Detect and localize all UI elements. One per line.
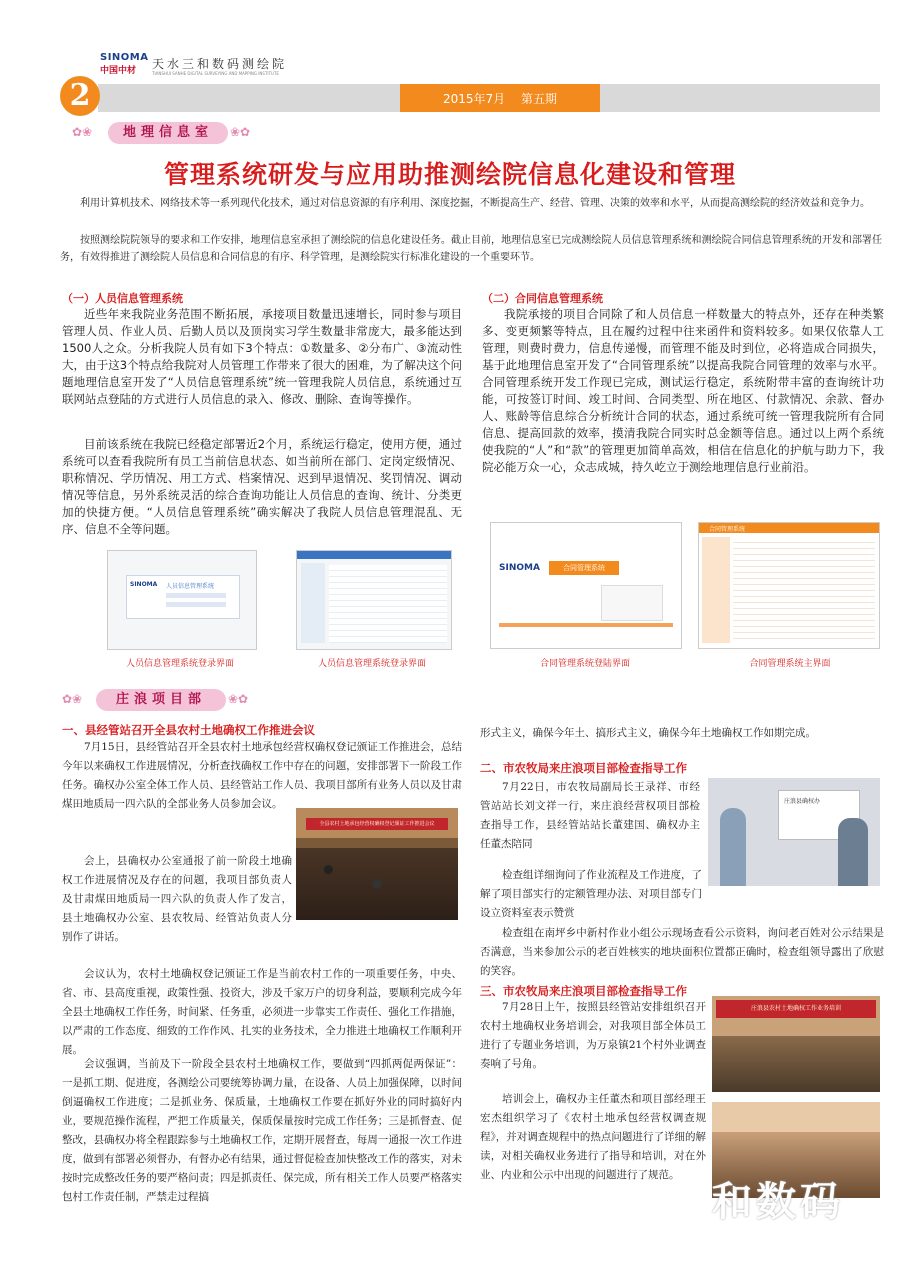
item2-paragraph-2: 检查组详细询问了作业流程及工作进度，了解了项目部实行的定额管理办法、对项目部专门设立资料室表示赞赏 bbox=[480, 869, 702, 919]
section-ribbon-geo: 地理信息室 bbox=[108, 122, 228, 144]
contract-paragraph-1: 我院承接的项目合同除了和人员信息一样数量大的特点外，还存在种类繁多、变更频繁等特点，且在履约过程中往来函件和资料较多。如果仅依靠人工管理，则费时费力，信息传递慢，而管理不能及时到位，必将造成合同损失，基于此地理信息室开发了“合同管理系统”以提高我院合同管理的效率与水平。合同管理系统开发工作现已完成，测试运行稳定，系统附带丰富的查询统计功能，可按签订时间、竣工时间、合同类型、所在地区、付款情况、余款、督办人、账龄等信息综合分析统计合同的状态，通过系统可统一管理我院所有合同信息、提高回款的效率，摸清我院合同实时总金额等信息。通过以上两个系统使我院的“人”和“款”的管理更加简单高效，相信在信息化的护航与助力下，我院必能万众一心，众志成城，持久屹立于测绘地理信息行业前沿。 bbox=[482, 307, 884, 474]
inspection-board-text: 庄浪县确权办 bbox=[784, 798, 821, 805]
meeting-banner: 全县农村土地承包经营权确权登记颁证工作推进会议 bbox=[306, 818, 448, 830]
section-heading-personnel: （一）人员信息管理系统 bbox=[62, 292, 183, 305]
item1-paragraph-3: 会议认为，农村土地确权登记颁证工作是当前农村工作的一项重要任务，中央、省、市、县高度重视，政策性强、投资大，涉及千家万户的切身利益，要顺利完成今年全县土地确权工作任务，时间紧、任务重，必须进一步靠实工作责任、强化工作措施，以严肃的工作态度、细致的工作作风、扎实的业务技术，全力推进土地确权工作顺利开展。 bbox=[62, 968, 462, 1056]
intro-paragraph-2: 按照测绘院院领导的要求和工作安排，地理信息室承担了测绘院的信息化建设任务。截止目前，地理信息室已完成测绘院人员信息管理系统和测绘院合同信息管理系统的开发和部署任务，有效得推进了测绘院人员信息和合同信息的有序、科学管理，是测绘院实行标准化建设的一个重要环节。 bbox=[60, 235, 882, 263]
item1-paragraph-5: 形式主义，确保今年土、搞形式主义，确保今年土地确权工作如期完成。 bbox=[480, 727, 816, 739]
item1-paragraph-4: 会议强调，当前及下一阶段全县农村土地确权工作，要做到“四抓两促两保证”：一是抓工期、促进度，各测绘公司要统筹协调力量，在设备、人员上加强保障，以时间倒逼确权工作进度；二是抓业务、保质量，土地确权工作要在抓好外业的同时搞好内业，要规范操作流程，严把工作质量关，保质保量按时完成工作任务；三是抓督查、促整改，县确权办将全程跟踪参与土地确权工作，定期开展督查，每周一通报一次工作进度，做到有部署必须督办，有督办必有结果，通过督促检查加快整改工作的落实，对未按时完成整改任务的要严格问责；四是抓责任、保完成，所有相关工作人员要严格落实包村工作责任制，严禁走过程搞 bbox=[62, 1058, 462, 1203]
page-title: 管理系统研发与应用助推测绘院信息化建设和管理 bbox=[163, 160, 736, 189]
item1-paragraph-1: 7月15日，县经管站召开全县农村土地承包经营权确权登记颁证工作推进会，总结今年以来确权工作进展情况，分析查找确权工作中存在的问题，安排部署下一阶段工作任务。确权办公室全体工作人员、县经管站工作人员、我项目部所有业务人员以及甘肃煤田地质局一四六队的全部业务人员参加会议。 bbox=[62, 741, 462, 810]
screenshot-contract-main bbox=[698, 522, 880, 649]
item1-paragraph-2: 会上，县确权办公室通报了前一阶段土地确权工作进展情况及存在的问题，我项目部负责人及甘肃煤田地质局一四六队的负责人作了发言，县土地确权办公室、县农牧局、经管站负责人分别作了讲话。 bbox=[62, 855, 292, 943]
meeting-photo bbox=[296, 808, 458, 920]
screen-contract-main-title: 合同管理系统 bbox=[709, 526, 746, 533]
screenshot-personnel-list bbox=[296, 550, 452, 650]
watermark: 和数码 bbox=[712, 1179, 844, 1225]
logo-en: SINOMA bbox=[100, 52, 149, 63]
caption-personnel-login: 人员信息管理系统登录界面 bbox=[125, 659, 234, 669]
flower-icon: ❀✿ bbox=[228, 692, 249, 706]
training-banner: 庄浪县农村土地确权工作业务培训 bbox=[716, 1000, 876, 1018]
flower-icon: ✿❀ bbox=[72, 125, 93, 139]
logo-cn: 中国中材 bbox=[100, 66, 137, 76]
item2-paragraph-1: 7月22日，市农牧局副局长王录祥、市经管站站长刘文祥一行，来庄浪经营权项目部检查指导工作，县经管站站长董建国、确权办主任董杰陪同 bbox=[480, 781, 700, 850]
section-ribbon-zhuanglang: 庄浪项目部 bbox=[96, 689, 226, 711]
intro-paragraph-1: 利用计算机技术、网络技术等一系列现代化技术，通过对信息资源的有序利用、深度挖掘，不断提高生产、经营、管理、决策的效率和水平，从而提高测绘院的经济效益和竞争力。 bbox=[80, 198, 870, 209]
page-number: 2 bbox=[60, 76, 100, 116]
issue-label: 2015年7月 第五期 bbox=[443, 92, 557, 106]
flower-icon: ❀✿ bbox=[230, 125, 251, 139]
institute-subtitle: TIANSHUI SANHE DIGITAL SURVEYING AND MAPPING INSTITUTE bbox=[152, 71, 279, 76]
item2-paragraph-3: 检查组在南坪乡中新村作业小组公示现场查看公示资料，询问老百姓对公示结果是否满意，当来参加公示的老百姓核实的地块面积位置都正确时，检查组领导露出了欣慰的笑容。 bbox=[480, 927, 884, 977]
personnel-paragraph-1: 近些年来我院业务范围不断拓展，承接项目数量迅速增长，同时参与项目管理人员、作业人员、后勤人员以及顶岗实习学生数量非常庞大，最多能达到1500人之众。分析我院人员有如下3个特点：①数量多、②分布广、③流动性大，由于这3个特点给我院对人员管理工作带来了很大的困难，为了解决这个问题地理信息室开发了“人员信息管理系统”统一管理我院人员信息，系统通过互联网站点登陆的方式进行人员信息的录入、修改、删除、查询等操作。 bbox=[62, 307, 462, 406]
training-photo-1 bbox=[712, 996, 880, 1092]
caption-contract-main: 合同管理系统主界面 bbox=[749, 659, 831, 669]
item3-heading: 三、市农牧局来庄浪项目部检查指导工作 bbox=[480, 984, 687, 998]
inspection-photo bbox=[708, 778, 880, 886]
item3-paragraph-1: 7月28日上午，按照县经管站安排组织召开农村土地确权业务培训会，对我项目部全体员工进行了专题业务培训，为万泉镇21个村外业调查奏响了号角。 bbox=[480, 1001, 706, 1070]
screenshot-contract-login: SINOMA 合同管理系统 bbox=[490, 522, 682, 649]
screen-login-title: 人员信息管理系统 bbox=[166, 583, 215, 590]
item3-paragraph-2: 培训会上，确权办主任董杰和项目部经理王宏杰组织学习了《农村土地承包经营权调查规程》，并对调查规程中的热点问题进行了详细的解读，对相关确权业务进行了指导和培训，对在外业、内业和公示中出现的问题进行了规范。 bbox=[480, 1093, 706, 1181]
screen-contract-title: 合同管理系统 bbox=[549, 561, 619, 575]
item1-heading: 一、县经管站召开全县农村土地确权工作推进会议 bbox=[62, 723, 315, 737]
sinoma-logo bbox=[100, 52, 148, 78]
caption-contract-login: 合同管理系统登陆界面 bbox=[539, 659, 630, 669]
screenshot-personnel-login: SINOMA 人员信息管理系统 bbox=[107, 550, 257, 650]
flower-icon: ✿❀ bbox=[62, 692, 83, 706]
caption-personnel-login-2: 人员信息管理系统登录界面 bbox=[317, 659, 426, 669]
item2-heading: 二、市农牧局来庄浪项目部检查指导工作 bbox=[480, 761, 687, 775]
section-heading-contract: （二）合同信息管理系统 bbox=[482, 292, 603, 305]
personnel-paragraph-2: 目前该系统在我院已经稳定部署近2个月，系统运行稳定，使用方便，通过系统可以查看我院所有员工当前信息状态、如当前所在部门、定岗定级情况、职称情况、学历情况、用工方式、档案情况、迟到早退情况、奖罚情况、调动情况等信息，另外系统灵活的综合查询功能让人员信息的查询、统计、分类更加的快捷方便。“人员信息管理系统”确实解决了我院人员信息管理混乱、无序、信息不全等问题。 bbox=[62, 437, 462, 536]
institute-name: 天水三和数码测绘院 bbox=[152, 57, 288, 71]
